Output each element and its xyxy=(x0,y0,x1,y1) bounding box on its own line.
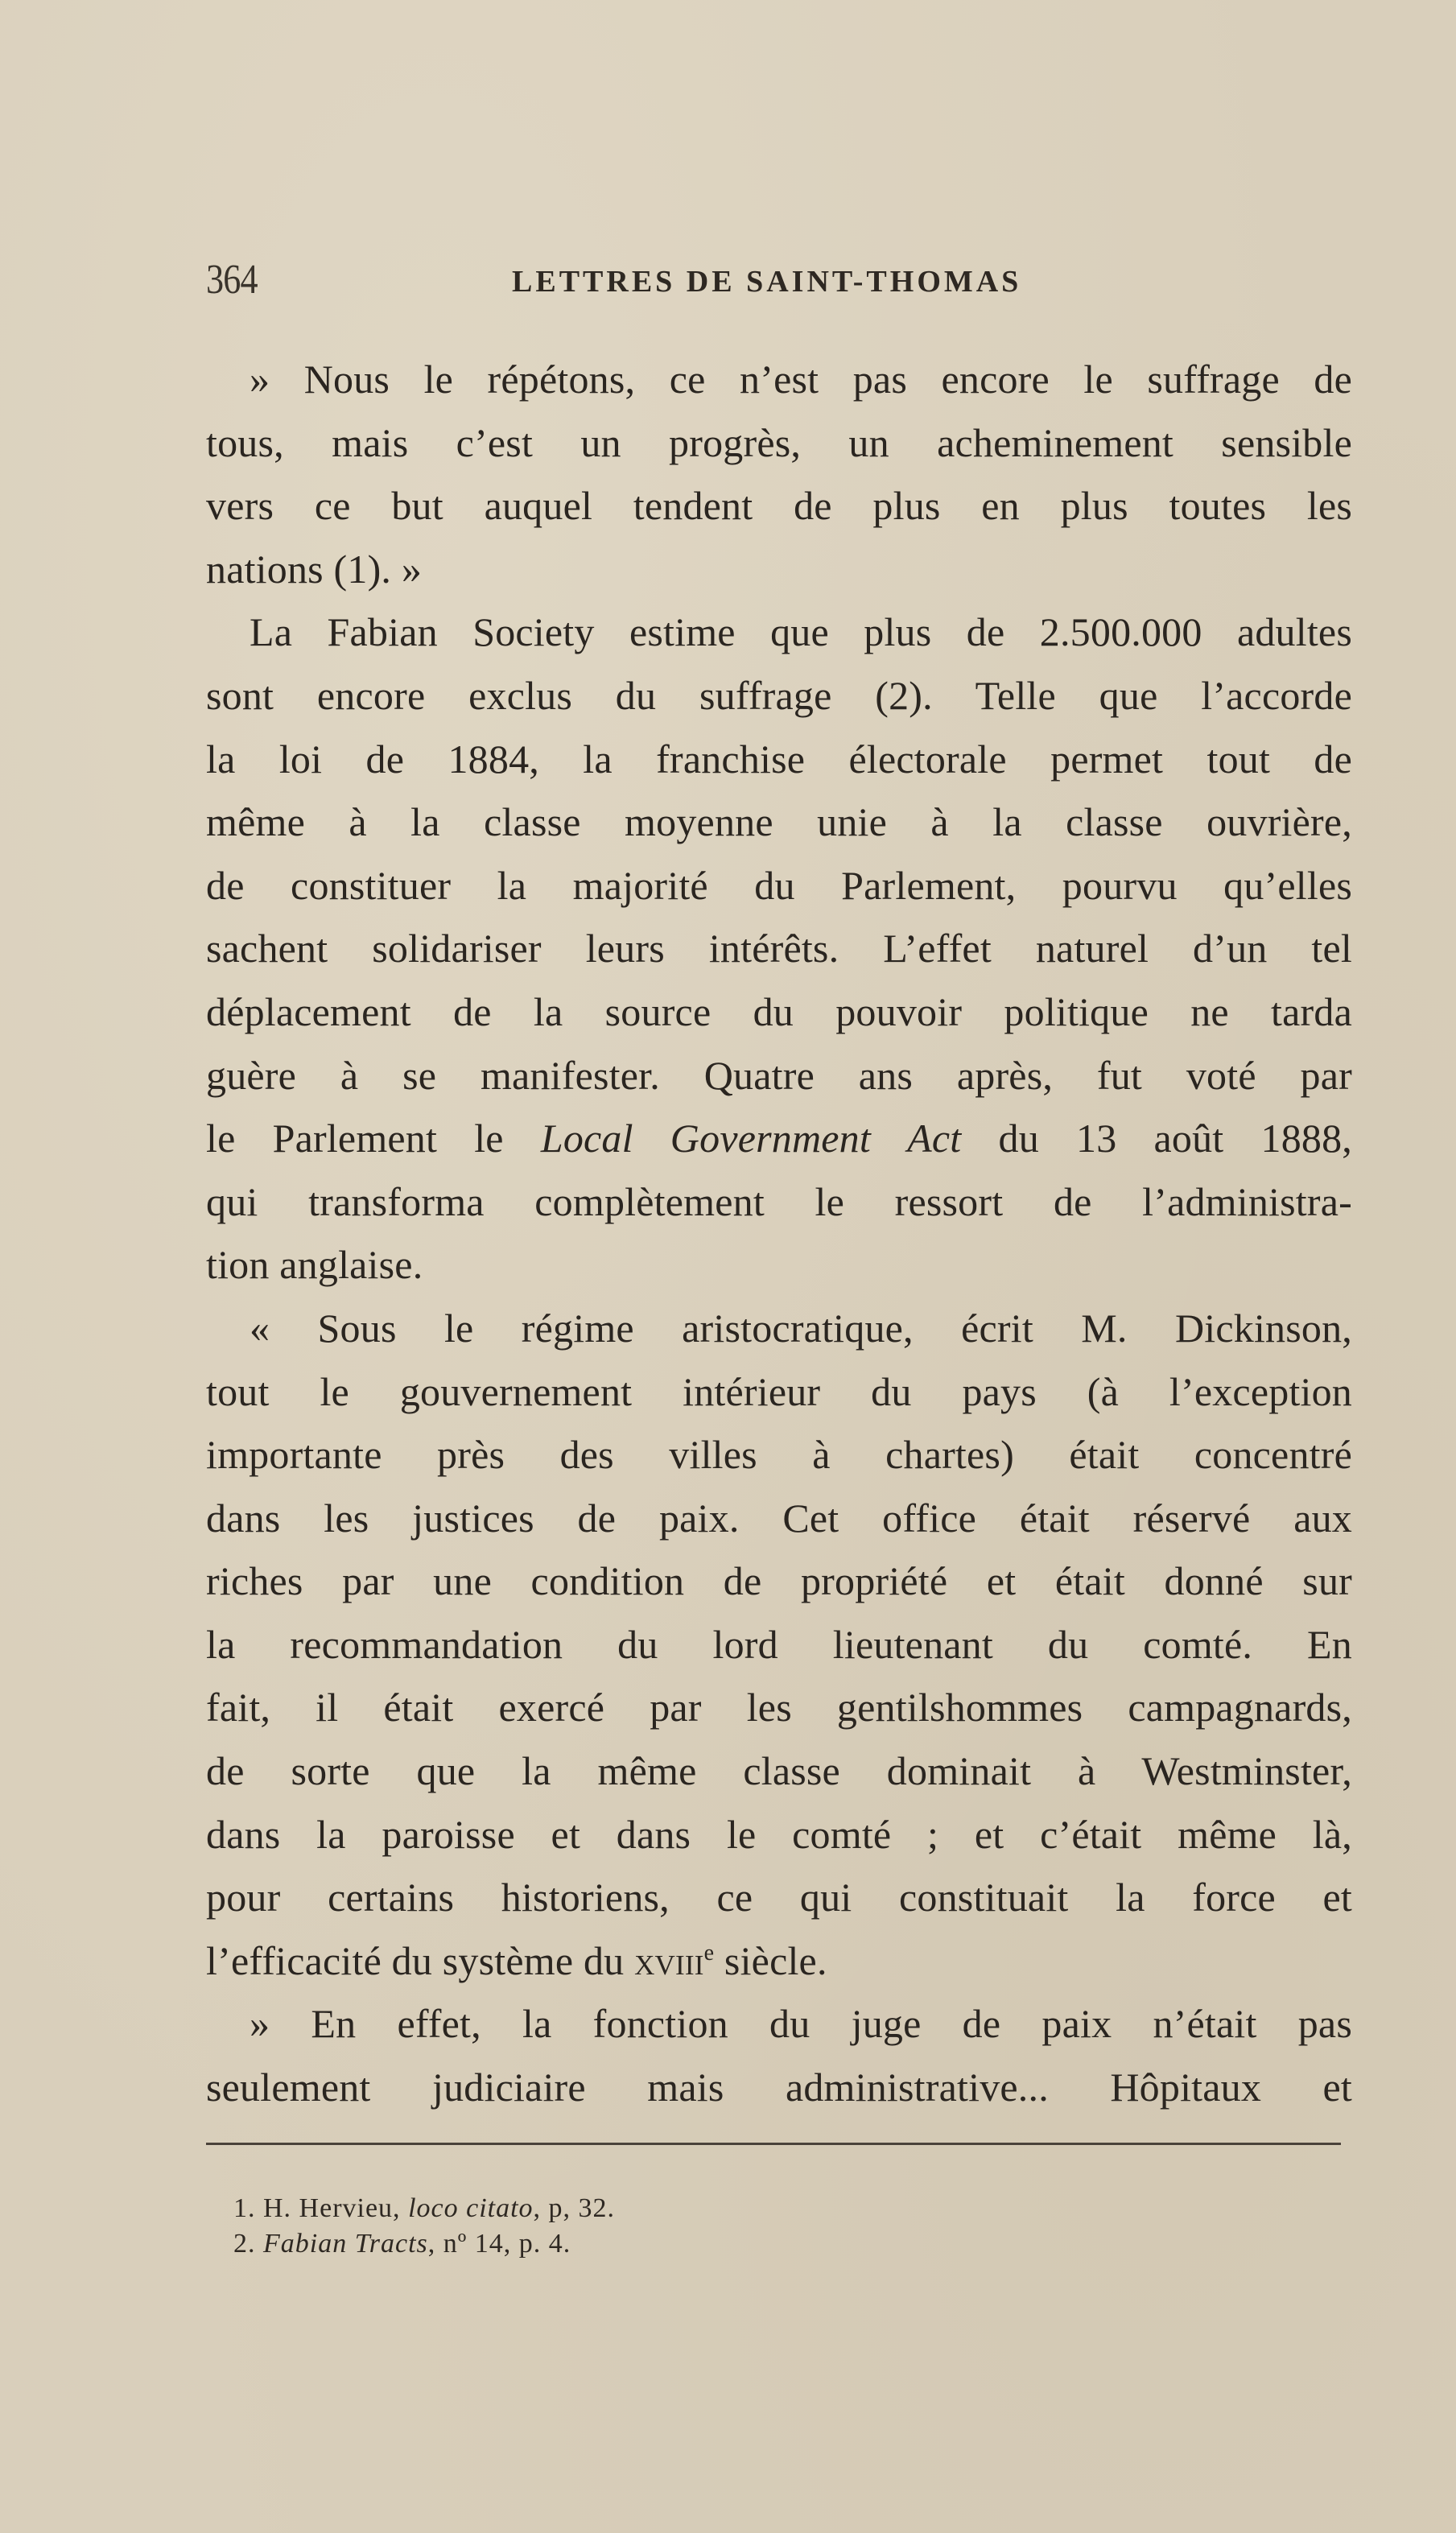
line-text: tion anglaise. xyxy=(206,1242,423,1288)
line-text: fait, il était exercé par les gentilshommes campagnards, xyxy=(206,1685,1352,1731)
line-text: la loi de 1884, la franchise électorale permet tout de xyxy=(206,736,1352,782)
text-line xyxy=(206,1487,1352,1550)
footnote-number: 2. xyxy=(233,2229,256,2259)
footnote-text: , p, 32. xyxy=(533,2193,616,2223)
line-text: dans les justices de paix. Cet office était réservé aux xyxy=(206,1495,1352,1541)
line-text: « Sous le régime aristocratique, écrit M. Dickinson, xyxy=(250,1305,1352,1351)
text-line xyxy=(206,664,1352,728)
footnote-text xyxy=(256,2229,264,2259)
text-line xyxy=(206,474,1352,538)
italic-title: Local Government Act xyxy=(540,1116,962,1161)
line-text: qui transforma complètement le ressort de l’administra- xyxy=(206,1178,1352,1224)
superscript: e xyxy=(703,1940,715,1966)
line-text: tout le gouvernement intérieur du pays (à l’exception xyxy=(206,1368,1352,1414)
text-line xyxy=(206,538,1352,601)
page-header xyxy=(206,256,1341,304)
line-text: nations (1). » xyxy=(206,546,423,592)
footnote-number: 1. xyxy=(233,2193,256,2223)
text-line xyxy=(206,790,1352,854)
text-line xyxy=(206,1297,1352,1360)
line-text: du 13 août 1888, xyxy=(961,1116,1353,1161)
footnote-title: loco citato xyxy=(408,2193,534,2223)
text-line xyxy=(206,1739,1352,1803)
line-text: » En effet, la fonction du juge de paix n’était pas xyxy=(250,2001,1352,2047)
line-text: la recommandation du lord lieutenant du comté. En xyxy=(206,1621,1352,1667)
line-text: riches par une condition de propriété et était donné sur xyxy=(206,1558,1352,1604)
text-line xyxy=(206,600,1352,664)
text-line xyxy=(206,1866,1352,1929)
line-text: le Parlement le xyxy=(206,1116,541,1161)
text-line xyxy=(206,1044,1352,1108)
footnote-title: Fabian Tracts xyxy=(263,2229,428,2259)
text-line xyxy=(206,1676,1352,1739)
text-line xyxy=(206,348,1352,411)
text-line xyxy=(206,411,1352,475)
text-line xyxy=(206,1360,1352,1424)
footnote xyxy=(233,2226,1280,2262)
line-text: guère à se manifester. Quatre ans après, fut voté par xyxy=(206,1052,1352,1098)
text-line xyxy=(206,1929,1352,1993)
footnote-divider xyxy=(206,2143,1341,2145)
text-line xyxy=(206,1233,1352,1297)
text-line xyxy=(206,728,1352,791)
page-number: 364 xyxy=(206,257,258,303)
line-text: dans la paroisse et dans le comté ; et c’était même là, xyxy=(206,1811,1352,1857)
text-line xyxy=(206,917,1352,980)
line-text: même à la classe moyenne unie à la classe ouvrière, xyxy=(206,799,1352,845)
footnote-text: H. Hervieu, xyxy=(255,2193,409,2223)
body-text xyxy=(206,348,1352,2119)
line-text: sachent solidariser leurs intérêts. L’effet naturel d’un tel xyxy=(206,926,1352,972)
line-text: sont encore exclus du suffrage (2). Telle que l’accorde xyxy=(206,672,1352,718)
text-line xyxy=(206,1423,1352,1487)
footnotes xyxy=(233,2191,1280,2262)
line-text: La Fabian Society estime que plus de 2.500.000 adultes xyxy=(250,609,1352,655)
line-text: l’efficacité du système du xyxy=(206,1937,635,1983)
text-line xyxy=(206,2056,1352,2119)
footnote-text: , nº 14, p. 4. xyxy=(427,2229,571,2259)
running-title: LETTRES DE SAINT-THOMAS xyxy=(512,265,1022,299)
text-line xyxy=(206,1170,1352,1234)
line-text: pour certains historiens, ce qui constituait la force et xyxy=(206,1875,1352,1920)
line-text: siècle. xyxy=(714,1937,827,1983)
line-text: de sorte que la même classe dominait à Westminster, xyxy=(206,1748,1352,1794)
text-line xyxy=(206,1107,1352,1170)
line-text: tous, mais c’est un progrès, un acheminement sensible xyxy=(206,419,1352,465)
text-line xyxy=(206,1549,1352,1613)
line-text: de constituer la majorité du Parlement, pourvu qu’elles xyxy=(206,862,1352,908)
line-text: importante près des villes à chartes) était concentré xyxy=(206,1432,1352,1478)
text-line xyxy=(206,854,1352,918)
text-line xyxy=(206,980,1352,1044)
line-text: » Nous le répétons, ce n’est pas encore le suffrage de xyxy=(250,357,1352,402)
line-text: vers ce but auquel tendent de plus en plus toutes les xyxy=(206,483,1352,529)
roman-numeral: xviii xyxy=(634,1937,704,1983)
line-text: déplacement de la source du pouvoir politique ne tarda xyxy=(206,988,1352,1034)
text-line xyxy=(206,1992,1352,2056)
line-text: seulement judiciaire mais administrative... Hôpitaux et xyxy=(206,2065,1352,2110)
footnote xyxy=(233,2191,1280,2226)
text-line xyxy=(206,1803,1352,1867)
text-line xyxy=(206,1613,1352,1677)
